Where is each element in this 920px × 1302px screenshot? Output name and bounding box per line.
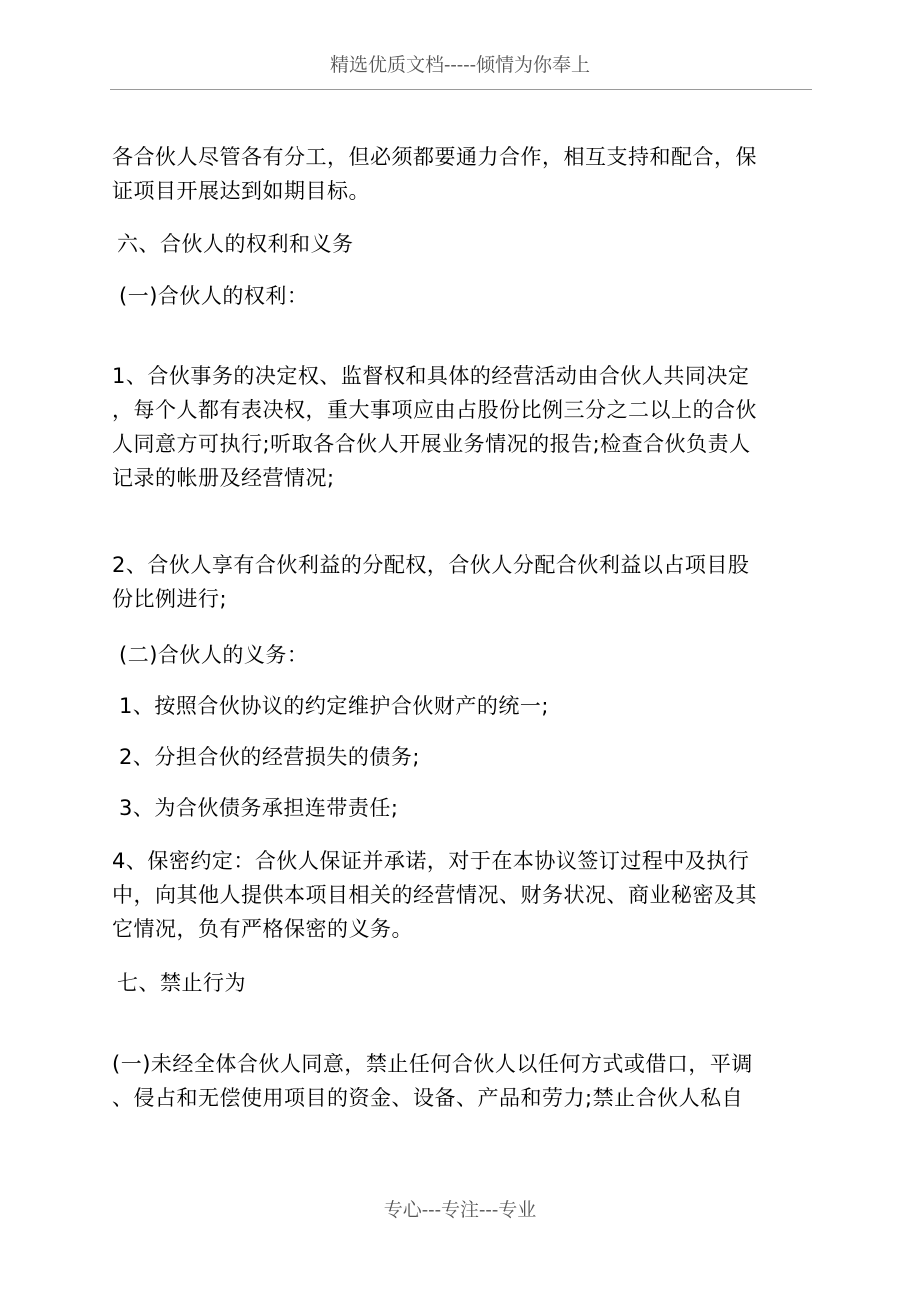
section-heading-prohibited	[117, 966, 817, 1000]
page-header: 精选优质文档-----倾情为你奉上	[329, 54, 591, 76]
obligation-item-1	[119, 689, 819, 723]
text-line: 人同意方可执行;听取各合伙人开展业务情况的报告;检查合伙负责人	[112, 432, 751, 456]
text-line: 七、禁止行为	[117, 971, 246, 995]
subheading-rights	[119, 279, 819, 313]
text-line: ，每个人都有表决权，重大事项应由占股份比例三分之二以上的合伙	[112, 398, 757, 422]
text-line: 份比例进行;	[112, 587, 228, 611]
text-line: 2、合伙人享有合伙利益的分配权，合伙人分配合伙利益以占项目股	[112, 553, 750, 577]
text-line: 证项目开展达到如期目标。	[112, 179, 370, 203]
text-line: 、侵占和无偿使用项目的资金、设备、产品和劳力;禁止合伙人私自	[112, 1086, 744, 1110]
section-heading-rights-obligations	[117, 227, 817, 261]
text-line: (一)未经全体合伙人同意，禁止任何合伙人以任何方式或借口，平调	[112, 1052, 753, 1076]
paragraph-cooperation	[112, 140, 812, 208]
page-footer: 专心---专注---专业	[383, 1199, 537, 1221]
paragraph-confidentiality	[112, 844, 812, 946]
text-line: 1、按照合伙协议的约定维护合伙财产的统一;	[119, 694, 549, 718]
text-line: 记录的帐册及经营情况;	[112, 466, 335, 490]
obligation-item-3	[119, 791, 819, 825]
obligation-item-2	[119, 740, 819, 774]
paragraph-right-2	[112, 548, 812, 616]
text-line: 各合伙人尽管各有分工，但必须都要通力合作，相互支持和配合，保	[112, 145, 757, 169]
text-line: 1、合伙事务的决定权、监督权和具体的经营活动由合伙人共同决定	[112, 364, 750, 388]
header-divider	[110, 89, 812, 90]
paragraph-prohibited-1	[112, 1047, 812, 1115]
text-line: (一)合伙人的权利：	[119, 284, 309, 308]
text-line: 3、为合伙债务承担连带责任;	[119, 796, 399, 820]
text-line: (二)合伙人的义务：	[119, 643, 309, 667]
paragraph-right-1	[112, 359, 812, 495]
text-line: 它情况，负有严格保密的义务。	[112, 917, 413, 941]
text-line: 2、分担合伙的经营损失的债务;	[119, 745, 420, 769]
text-line: 六、合伙人的权利和义务	[117, 232, 354, 256]
text-line: 4、保密约定：合伙人保证并承诺，对于在本协议签订过程中及执行	[112, 849, 750, 873]
subheading-obligations	[119, 638, 819, 672]
text-line: 中，向其他人提供本项目相关的经营情况、财务状况、商业秘密及其	[112, 883, 757, 907]
